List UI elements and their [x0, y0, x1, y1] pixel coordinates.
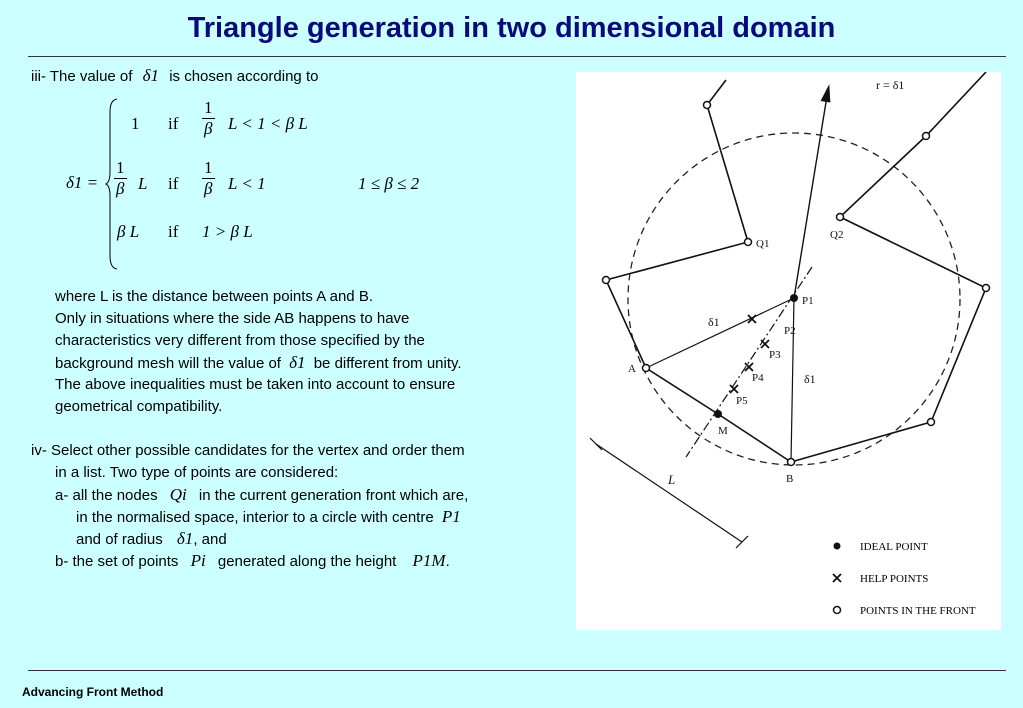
front-point-ring-icon: [923, 133, 930, 140]
cross-icon: [730, 385, 738, 393]
a-after: in the current generation front which are,: [198, 487, 469, 504]
case2-if: if: [168, 174, 179, 193]
radius-vector: [794, 90, 828, 298]
bottom-divider: [28, 670, 1006, 671]
label-P3: P3: [769, 349, 781, 361]
geometry-diagram: [576, 72, 1001, 630]
beta-range: 1 ≤ β ≤ 2: [358, 174, 420, 193]
iv-a-line-2: [76, 506, 461, 529]
label-P1: P1: [802, 295, 814, 307]
diagram-svg: [576, 72, 1001, 630]
Pi-symbol: Pi: [190, 551, 206, 570]
tick-right: [736, 536, 748, 548]
case3-value: β L: [117, 222, 140, 241]
front-point-ring-icon: [928, 419, 935, 426]
case1-den: β: [204, 119, 213, 138]
explain-line-1: where L is the distance between points A and B.: [55, 288, 373, 305]
label-L: L: [668, 472, 676, 487]
label-P4: P4: [752, 372, 764, 384]
explain-line-4: [55, 352, 462, 375]
iv-b-line: [55, 550, 450, 573]
case2-fraction: [114, 158, 127, 199]
label-delta1-a: δ1: [708, 315, 720, 329]
point-M-icon: [714, 410, 722, 418]
legend-help: HELP POINTS: [860, 573, 929, 585]
arrow-head-icon: [821, 83, 834, 102]
line-B-P1: [791, 298, 794, 462]
b-after: generated along the height: [217, 553, 397, 570]
iv-a-line-3: [76, 528, 227, 551]
equation-lhs: δ1 =: [66, 173, 99, 192]
label-Q2: Q2: [830, 229, 844, 241]
case1-value: 1: [131, 114, 140, 133]
explain-line-3: characteristics very different from those specified by the: [55, 332, 425, 349]
ideal-point-P1-icon: [790, 294, 798, 302]
case1-num: 1: [204, 98, 213, 117]
explain-line-2: Only in situations where the side AB happens to have: [55, 310, 410, 327]
front-point-ring-icon: [983, 285, 990, 292]
iv-line-2: in a list. Two type of points are considered:: [55, 464, 339, 481]
case2-L: L: [138, 174, 148, 193]
radius-after: , and: [193, 531, 227, 548]
explain-line-6: geometrical compatibility.: [55, 398, 223, 415]
diagram-labels: [628, 78, 904, 487]
intro-line: [31, 65, 318, 88]
legend-ideal: IDEAL POINT: [860, 541, 928, 553]
bg-after: be different from unity.: [313, 355, 462, 372]
bg-before: background mesh will the value of: [55, 355, 281, 372]
delta1-radius: δ1: [176, 529, 194, 548]
front-point-ring-icon: [704, 102, 711, 109]
iv-a-line: [55, 484, 468, 507]
case1-fraction: [202, 98, 215, 139]
label-delta1-b: δ1: [804, 372, 816, 386]
legend-ring-icon: [834, 607, 841, 614]
front-point-ring-icon: [603, 277, 610, 284]
case2-den: β: [116, 179, 125, 198]
front-point-ring-icon: [788, 459, 795, 466]
case1-condition: L < 1 < β L: [228, 114, 308, 133]
label-P5: P5: [736, 395, 748, 407]
label-r: r = δ1: [876, 78, 905, 92]
b-before: b- the set of points: [55, 553, 179, 570]
case2-condition: L < 1: [228, 174, 266, 193]
case2-cnum: 1: [204, 158, 213, 177]
tick-left: [590, 438, 602, 450]
front-point-ring-icon: [745, 239, 752, 246]
case2-cond-fraction: [202, 158, 215, 199]
legend-dot-icon: [834, 543, 841, 550]
legend-cross-icon: [833, 574, 841, 582]
P1-symbol: P1: [441, 507, 461, 526]
front-point-ring-icon: [837, 214, 844, 221]
Qi-symbol: Qi: [169, 485, 187, 504]
explain-line-5: The above inequalities must be taken into account to ensure: [55, 376, 456, 393]
intro-before: iii- The value of: [31, 68, 133, 85]
intro-after: is chosen according to: [169, 68, 319, 85]
label-B: B: [786, 473, 794, 485]
front-point-ring-icon: [643, 365, 650, 372]
legend: [833, 541, 976, 617]
centre-text: in the normalised space, interior to a circle with centre: [76, 509, 434, 526]
page-title: Triangle generation in two dimensional domain: [187, 12, 836, 44]
case3-if: if: [168, 222, 179, 241]
label-M: M: [718, 425, 728, 437]
label-A: A: [628, 363, 636, 375]
front-left: [606, 80, 748, 368]
delta1-inline: δ1: [289, 353, 306, 372]
iv-line-1: iv- Select other possible candidates for the vertex and order them: [31, 442, 465, 459]
b-end: .: [445, 553, 450, 570]
length-L-line: [596, 444, 742, 542]
case2-cden: β: [204, 179, 213, 198]
case2-num: 1: [116, 158, 125, 177]
top-divider: [28, 56, 1006, 57]
delta1-symbol: δ1: [142, 66, 160, 85]
label-P2: P2: [784, 325, 796, 337]
footer-label: Advancing Front Method: [22, 685, 164, 699]
cross-icon: [761, 340, 769, 348]
P1M-symbol: P1M: [412, 551, 446, 570]
radius-before: and of radius: [76, 531, 163, 548]
legend-front: POINTS IN THE FRONT: [860, 605, 976, 617]
case1-if: if: [168, 114, 179, 133]
label-Q1: Q1: [756, 238, 770, 250]
case3-condition: 1 > β L: [202, 222, 253, 241]
a-before: a- all the nodes: [55, 487, 158, 504]
